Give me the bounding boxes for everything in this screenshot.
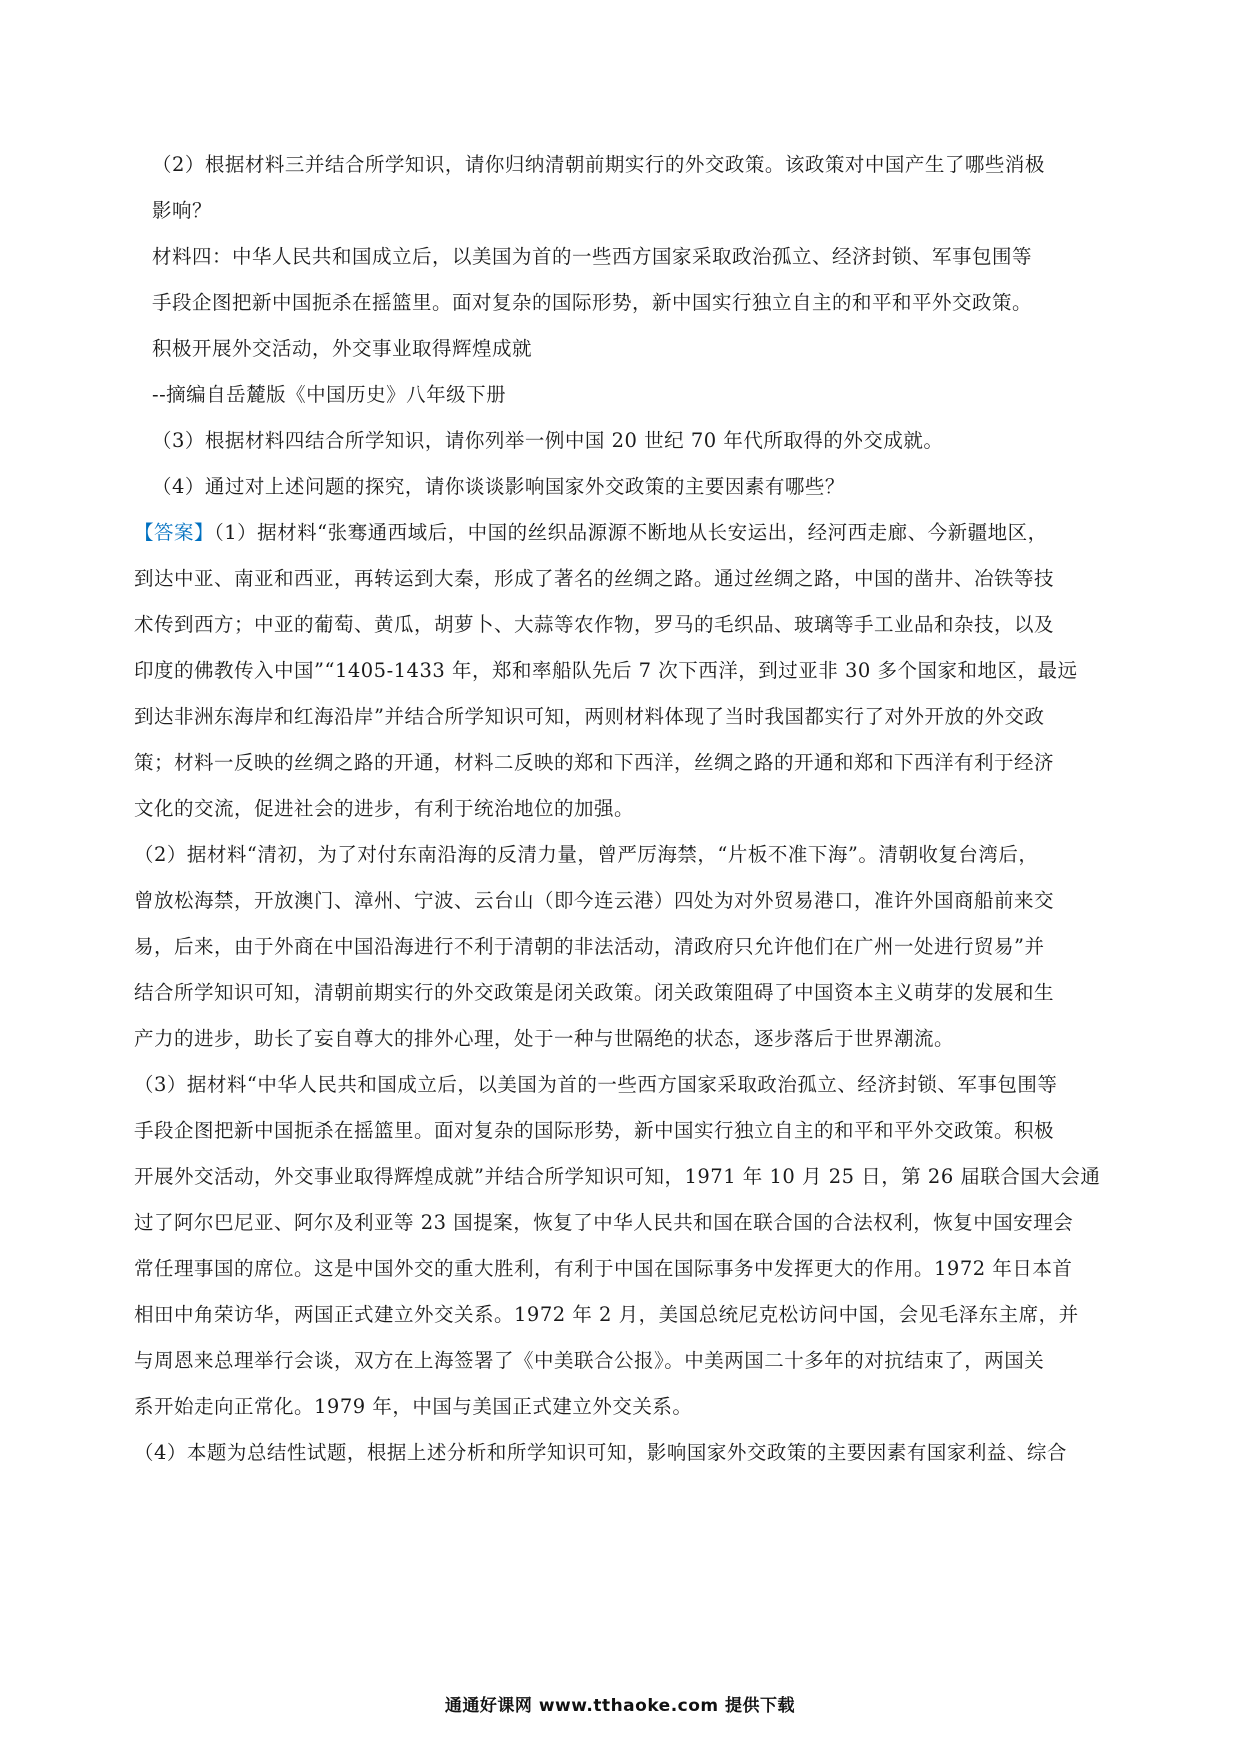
- material-4-source: --摘编自岳麓版《中国历史》八年级下册: [152, 383, 507, 406]
- answer-p3-line-8: 系开始走向正常化。1979 年，中国与美国正式建立外交关系。: [134, 1395, 693, 1418]
- answer-p2-line-5: 产力的进步，助长了妄自尊大的排外心理，处于一种与世隔绝的状态，逐步落后于世界潮流。: [134, 1027, 955, 1050]
- answer-p1-line-2: 到达中亚、南亚和西亚，再转运到大秦，形成了著名的丝绸之路。通过丝绸之路，中国的凿井、冶铁等技: [134, 567, 1055, 590]
- material-4-line-3: 积极开展外交活动，外交事业取得辉煌成就: [152, 337, 533, 360]
- answer-p1-line-4: 印度的佛教传入中国”“1405-1433 年，郑和率船队先后 7 次下西洋，到过亚非 30 多个国家和地区，最远: [134, 659, 1078, 682]
- answer-p2-line-3: 易，后来，由于外商在中国沿海进行不利于清朝的非法活动，清政府只允许他们在广州一处进行贸易”并: [134, 935, 1045, 958]
- answer-p3-line-5: 常任理事国的席位。这是中国外交的重大胜利，有利于中国在国际事务中发挥更大的作用。1972 年日本首: [134, 1257, 1073, 1280]
- answer-p2-line-4: 结合所学知识可知，清朝前期实行的外交政策是闭关政策。闭关政策阻碍了中国资本主义萌芽的发展和生: [134, 981, 1055, 1004]
- answer-p1-line-1-text: （1）据材料“张骞通西域后，中国的丝织品源源不断地从长安运出，经河西走廊、今新疆地区，: [214, 521, 1048, 544]
- page-footer: 通通好课网 www.tthaoke.com 提供下载: [444, 1696, 796, 1716]
- answer-p1-line-7: 文化的交流，促进社会的进步，有利于统治地位的加强。: [134, 797, 635, 820]
- answer-p3-line-6: 相田中角荣访华，两国正式建立外交关系。1972 年 2 月，美国总统尼克松访问中国，会见毛泽东主席，并: [134, 1303, 1079, 1326]
- answer-p1-line-1: [134, 518, 1048, 548]
- answer-p1-line-6: 策；材料一反映的丝绸之路的开通，材料二反映的郑和下西洋，丝绸之路的开通和郑和下西洋有利于经济: [134, 751, 1055, 774]
- answer-label: 【答案】: [134, 521, 215, 544]
- answer-p2-line-2: 曾放松海禁，开放澳门、漳州、宁波、云台山（即今连云港）四处为对外贸易港口，准许外国商船前来交: [134, 889, 1055, 912]
- answer-p3-line-2: 手段企图把新中国扼杀在摇篮里。面对复杂的国际形势，新中国实行独立自主的和平和平外交政策。积极: [134, 1119, 1055, 1142]
- answer-p2-line-1: （2）据材料“清初，为了对付东南沿海的反清力量，曾严厉海禁，“片板不准下海”。清朝收复台湾后，: [134, 843, 1039, 866]
- answer-p3-line-3: 开展外交活动，外交事业取得辉煌成就”并结合所学知识可知，1971 年 10 月 25 日，第 26 届联合国大会通: [134, 1165, 1101, 1188]
- question-2-line-2: 影响？: [152, 199, 213, 222]
- material-4-line-2: 手段企图把新中国扼杀在摇篮里。面对复杂的国际形势，新中国实行独立自主的和平和平外交政策。: [152, 291, 1033, 314]
- answer-p3-line-4: 过了阿尔巴尼亚、阿尔及利亚等 23 国提案，恢复了中华人民共和国在联合国的合法权利，恢复中国安理会: [134, 1211, 1074, 1234]
- answer-p1-line-3: 术传到西方；中亚的葡萄、黄瓜，胡萝卜、大蒜等农作物，罗马的毛织品、玻璃等手工业品和杂技，以及: [134, 613, 1055, 636]
- answer-p4-line-1: （4）本题为总结性试题，根据上述分析和所学知识可知，影响国家外交政策的主要因素有国家利益、综合: [134, 1441, 1067, 1464]
- answer-p3-line-1: （3）据材料“中华人民共和国成立后，以美国为首的一些西方国家采取政治孤立、经济封锁、军事包围等: [134, 1073, 1058, 1096]
- answer-p3-line-7: 与周恩来总理举行会谈，双方在上海签署了《中美联合公报》。中美两国二十多年的对抗结束了，两国关: [134, 1349, 1045, 1372]
- question-4: （4）通过对上述问题的探究，请你谈谈影响国家外交政策的主要因素有哪些？: [152, 475, 845, 498]
- answer-p1-line-5: 到达非洲东海岸和红海沿岸”并结合所学知识可知，两则材料体现了当时我国都实行了对外开放的外交政: [134, 705, 1045, 728]
- material-4-line-1: 材料四：中华人民共和国成立后，以美国为首的一些西方国家采取政治孤立、经济封锁、军事包围等: [152, 245, 1033, 268]
- question-3: （3）根据材料四结合所学知识，请你列举一例中国 20 世纪 70 年代所取得的外交成就。: [152, 429, 944, 452]
- question-2-line-1: （2）根据材料三并结合所学知识，请你归纳清朝前期实行的外交政策。该政策对中国产生了哪些消极: [152, 153, 1045, 176]
